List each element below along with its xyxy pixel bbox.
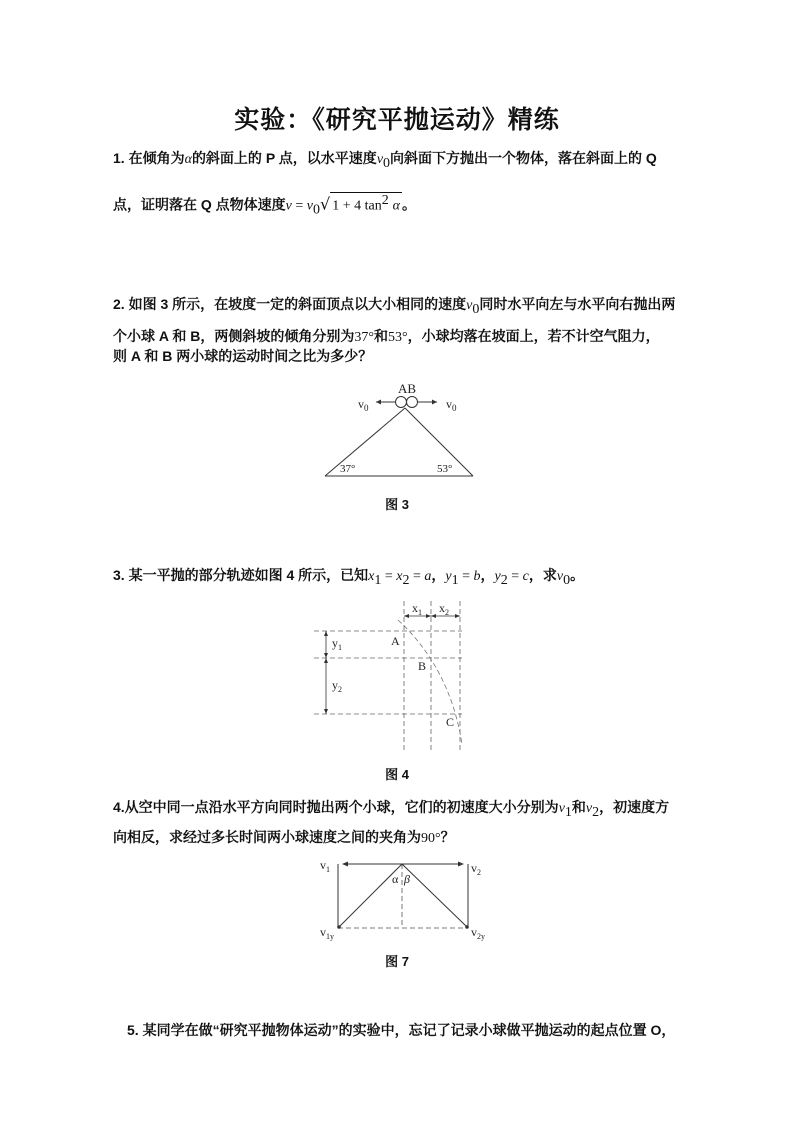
q1-line1: 1. 在倾角为α的斜面上的 P 点，以水平速度$v_0$向斜面下方抛出一个物体，落在斜面上的 Q — [113, 150, 657, 171]
page-title: 实验：《研究平抛运动》精练 — [234, 107, 560, 134]
point-c-label: C — [446, 715, 455, 729]
figure-3-caption: 图 3 — [385, 497, 409, 512]
label-x1: $x_1$ — [412, 601, 422, 617]
arrowhead-left — [376, 400, 381, 405]
label-v1: $v_1$ — [320, 858, 330, 874]
resultant-right — [402, 864, 466, 926]
sqrt-sign: √ — [320, 194, 331, 214]
label-v2y: $v_{2y}$ — [471, 925, 485, 941]
slope-left — [325, 408, 405, 476]
label-v0-left: $v_0$ — [358, 397, 369, 413]
figure-7-velocity-diagram — [316, 852, 496, 948]
ball-a — [396, 397, 407, 408]
q2-line1: 2. 如图 3 所示，在坡度一定的斜面顶点以大小相同的速度$v_0$同时水平向左与水平向右抛出两 — [113, 296, 676, 317]
radicand: 1 + 4 $\tan^2 \alpha$ — [332, 193, 400, 214]
q4-line2: 向相反，求经过多长时间两小球速度之间的夹角为90°？ — [113, 829, 455, 846]
label-alpha: α — [392, 872, 399, 886]
arrowhead-right — [432, 400, 437, 405]
q2-line3: 则 A 和 B 两小球的运动时间之比为多少？ — [113, 348, 373, 364]
q2-line2: 个小球 A 和 B，两侧斜坡的倾角分别为37°和53°，小球均落在坡面上，若不计空气阻力， — [113, 328, 660, 345]
figure-4-trajectory-diagram — [312, 598, 472, 754]
label-v1y: $v_{1y}$ — [320, 925, 334, 941]
label-ab: AB — [397, 381, 417, 396]
q1-line2: 点，证明落在 Q 点物体速度$v = v_0√$ 1 + 4 $\tan^2 \alpha$ 。 — [113, 193, 416, 218]
ball-b — [407, 397, 418, 408]
q4-line1: 4.从空中同一点沿水平方向同时抛出两个小球，它们的初速度大小分别为$v_1$和$v_2$，初速度方 — [113, 799, 670, 820]
figure-7-caption: 图 7 — [385, 954, 409, 969]
label-y2: $y_2$ — [332, 678, 342, 694]
point-a-label: A — [391, 634, 400, 648]
dimension-arrowheads — [324, 614, 460, 714]
label-v2: $v_2$ — [471, 861, 481, 877]
label-v0-right: $v_0$ — [446, 397, 457, 413]
figure-3-slope-diagram — [320, 378, 480, 480]
grid-lines — [314, 601, 462, 752]
point-b-label: B — [418, 659, 427, 673]
label-x2: $x_2$ — [439, 601, 449, 617]
q5-line1: 5. 某同学在做“研究平抛物体运动”的实验中，忘记了记录小球做平抛运动的起点位置 O， — [127, 1022, 676, 1038]
label-beta: β — [404, 872, 410, 886]
q3-line: 3. 某一平抛的部分轨迹如图 4 所示，已知$x_1 = x_2 = a$，$y_1 = b$，$y_2 = c$，求$v_0$。 — [113, 567, 585, 588]
label-angle-53: 53° — [437, 463, 453, 475]
label-angle-37: 37° — [340, 463, 356, 475]
figure-4-caption: 图 4 — [385, 767, 409, 782]
label-y1: $y_1$ — [332, 636, 342, 652]
